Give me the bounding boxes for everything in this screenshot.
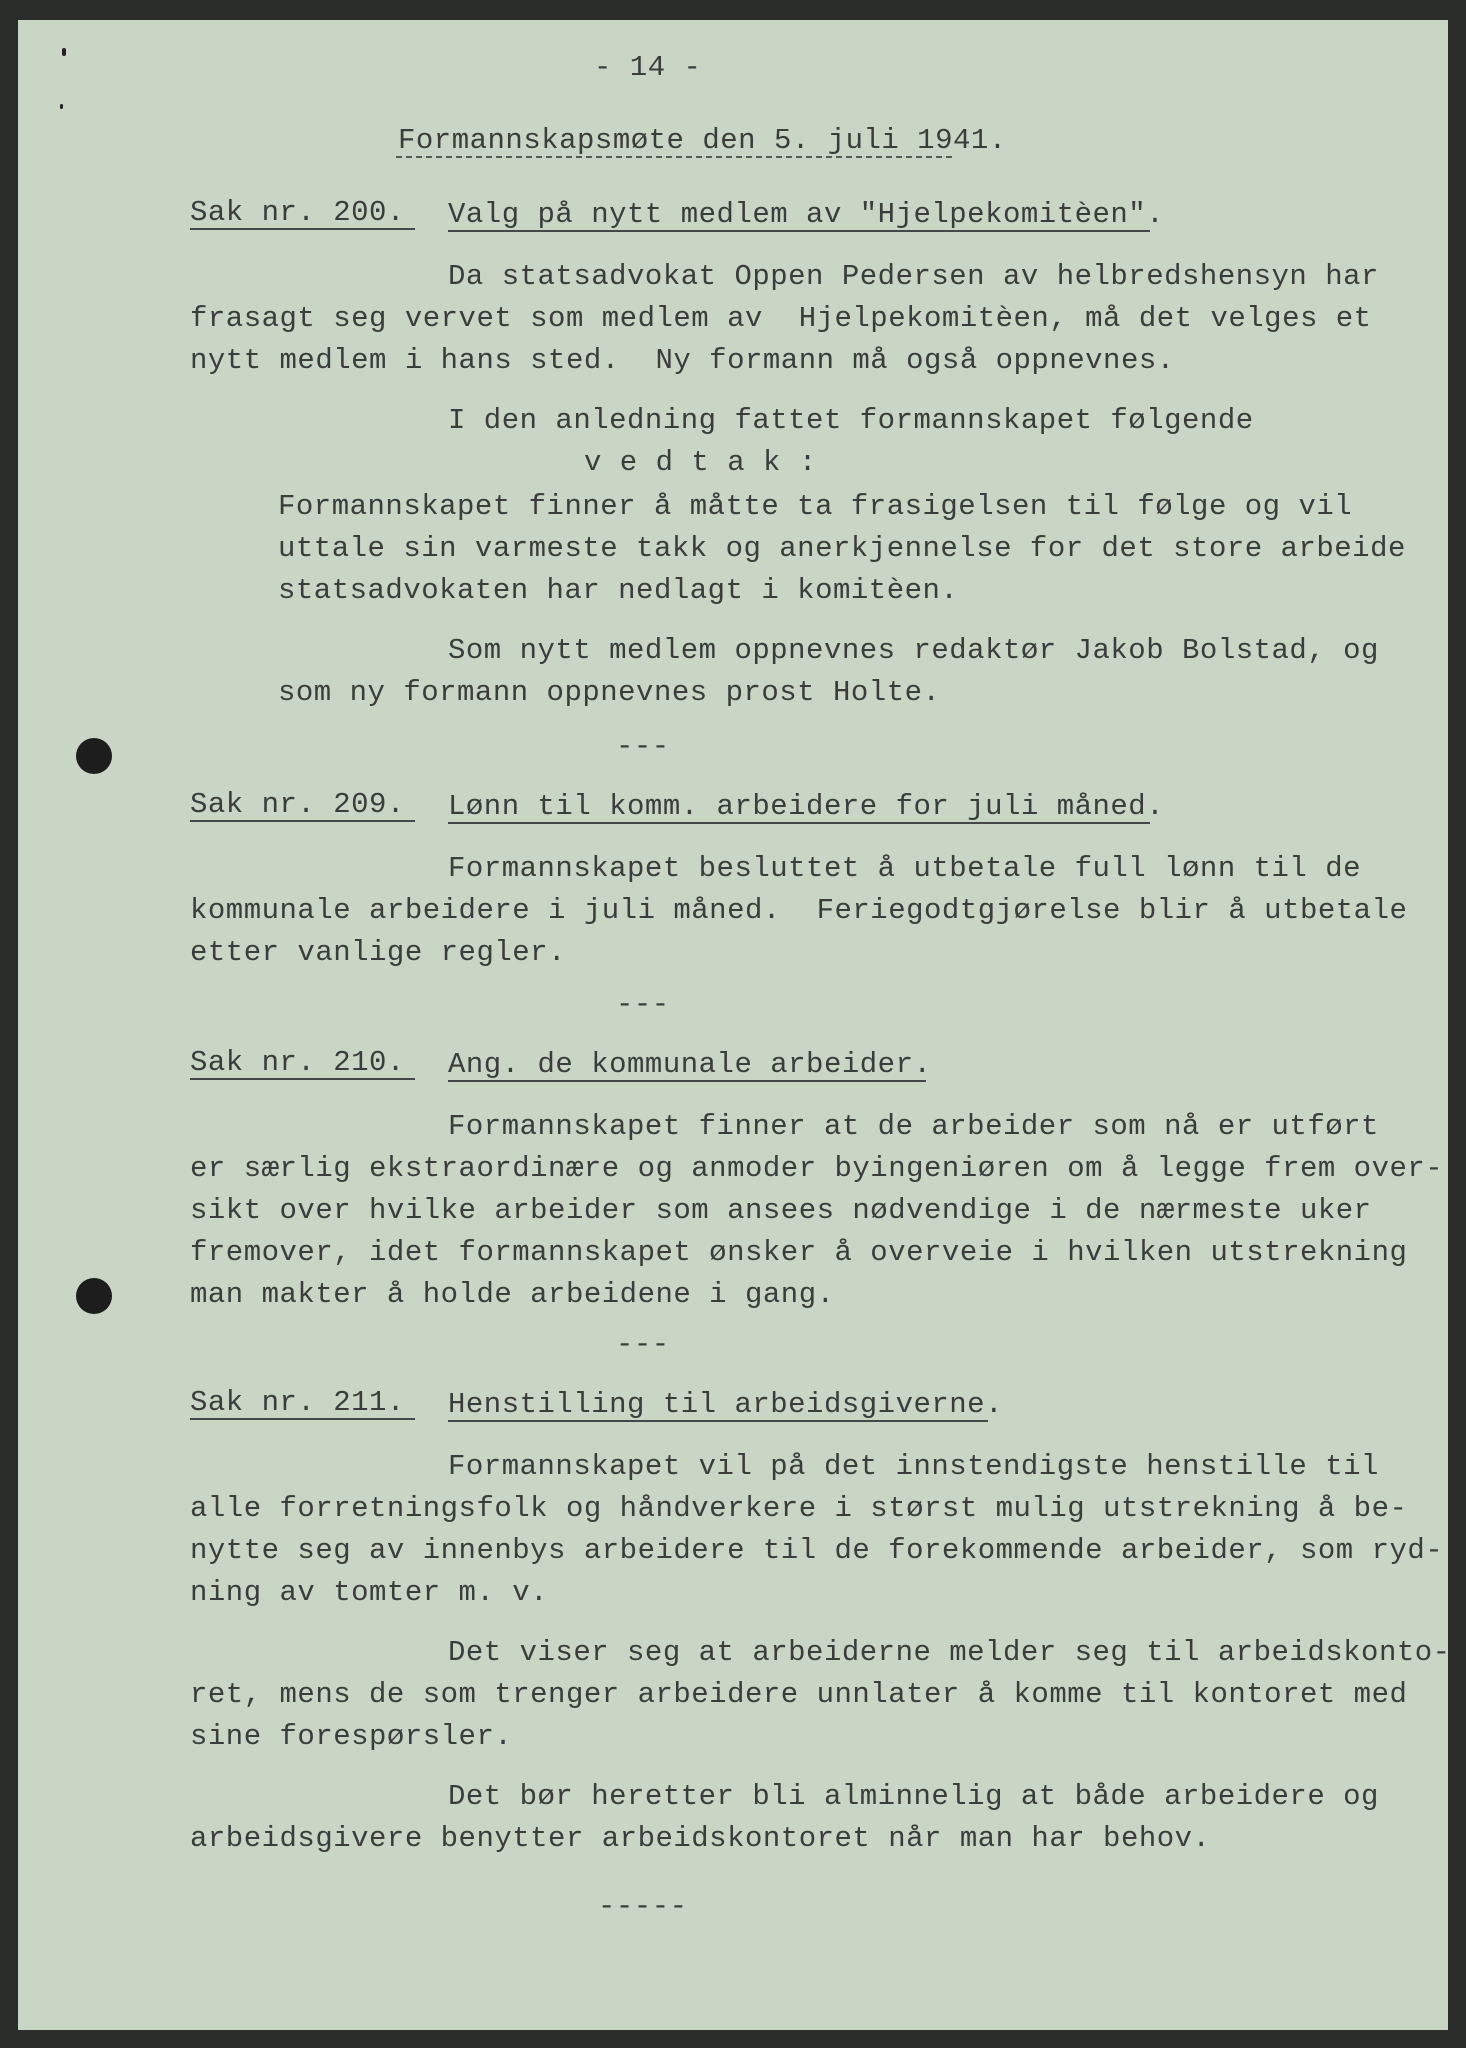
body-line: uttale sin varmeste takk og anerkjennelse for det store arbeide <box>278 532 1406 565</box>
body-line: man makter å holde arbeidene i gang. <box>190 1278 835 1311</box>
page-number: - 14 - <box>594 51 702 84</box>
body-line: alle forretningsfolk og håndverkere i størst mulig utstrekning å be- <box>190 1492 1408 1525</box>
body-line: er særlig ekstraordinære og anmoder byingeniøren om å legge frem over- <box>190 1152 1444 1185</box>
body-line: I den anledning fattet formannskapet følgende <box>448 404 1254 437</box>
resolution-label: v e d t a k : <box>584 446 817 479</box>
section-separator: --- <box>616 1328 670 1361</box>
case-heading: Lønn til komm. arbeidere for juli måned. <box>448 790 1165 823</box>
body-line: Formannskapet vil på det innstendigste henstille til <box>448 1450 1379 1483</box>
case-heading: Ang. de kommunale arbeider. <box>448 1048 932 1081</box>
body-line: kommunale arbeidere i juli måned. Feriegodtgjørelse blir å utbetale <box>190 894 1408 927</box>
body-line: som ny formann oppnevnes prost Holte. <box>278 676 941 709</box>
body-line: Som nytt medlem oppnevnes redaktør Jakob Bolstad, og <box>448 634 1379 667</box>
body-line: fremover, idet formannskapet ønsker å overveie i hvilken utstrekning <box>190 1236 1408 1269</box>
body-line: Det bør heretter bli alminnelig at både arbeidere og <box>448 1780 1379 1813</box>
case-heading-underline <box>448 1420 988 1422</box>
page-title: Formannskapsmøte den 5. juli 1941. <box>398 124 1007 157</box>
document-page <box>18 20 1451 2030</box>
section-separator: --- <box>616 730 670 763</box>
case-number: Sak nr. 210. <box>190 1046 405 1079</box>
case-number: Sak nr. 211. <box>190 1386 405 1419</box>
case-number-underline <box>190 820 415 822</box>
case-number-underline <box>190 228 415 230</box>
body-line: ret, mens de som trenger arbeidere unnlater å komme til kontoret med <box>190 1678 1408 1711</box>
body-line: Formannskapet besluttet å utbetale full lønn til de <box>448 852 1362 885</box>
body-line: Formannskapet finner å måtte ta frasigelsen til følge og vil <box>278 490 1353 523</box>
body-line: nytt medlem i hans sted. Ny formann må også oppnevnes. <box>190 344 1175 377</box>
margin-mark <box>62 48 66 56</box>
punch-hole <box>76 1278 112 1314</box>
body-line: etter vanlige regler. <box>190 936 566 969</box>
margin-mark <box>60 104 63 109</box>
body-line: Formannskapet finner at de arbeider som nå er utført <box>448 1110 1379 1143</box>
punch-hole <box>76 738 112 774</box>
case-number-underline <box>190 1418 415 1420</box>
case-heading: Valg på nytt medlem av "Hjelpekomitèen". <box>448 198 1165 231</box>
case-number: Sak nr. 209. <box>190 788 405 821</box>
case-number-underline <box>190 1078 415 1080</box>
case-heading: Henstilling til arbeidsgiverne. <box>448 1388 1003 1421</box>
body-line: Da statsadvokat Oppen Pedersen av helbredshensyn har <box>448 260 1379 293</box>
body-line: frasagt seg vervet som medlem av Hjelpekomitèen, må det velges et <box>190 302 1372 335</box>
body-line: statsadvokaten har nedlagt i komitèen. <box>278 574 959 607</box>
section-separator: --- <box>616 988 670 1021</box>
body-line: arbeidsgivere benytter arbeidskontoret når man har behov. <box>190 1822 1211 1855</box>
title-underline <box>396 156 952 158</box>
body-line: nytte seg av innenbys arbeidere til de forekommende arbeider, som ryd- <box>190 1534 1444 1567</box>
body-line: ning av tomter m. v. <box>190 1576 549 1609</box>
case-heading-underline <box>448 1080 926 1082</box>
body-line: sikt over hvilke arbeider som ansees nødvendige i de nærmeste uker <box>190 1194 1372 1227</box>
case-heading-underline <box>448 230 1150 232</box>
end-mark: ----- <box>598 1890 688 1923</box>
body-line: Det viser seg at arbeiderne melder seg til arbeidskonto- <box>448 1636 1451 1669</box>
case-number: Sak nr. 200. <box>190 196 405 229</box>
body-line: sine forespørsler. <box>190 1720 513 1753</box>
case-heading-underline <box>448 822 1150 824</box>
